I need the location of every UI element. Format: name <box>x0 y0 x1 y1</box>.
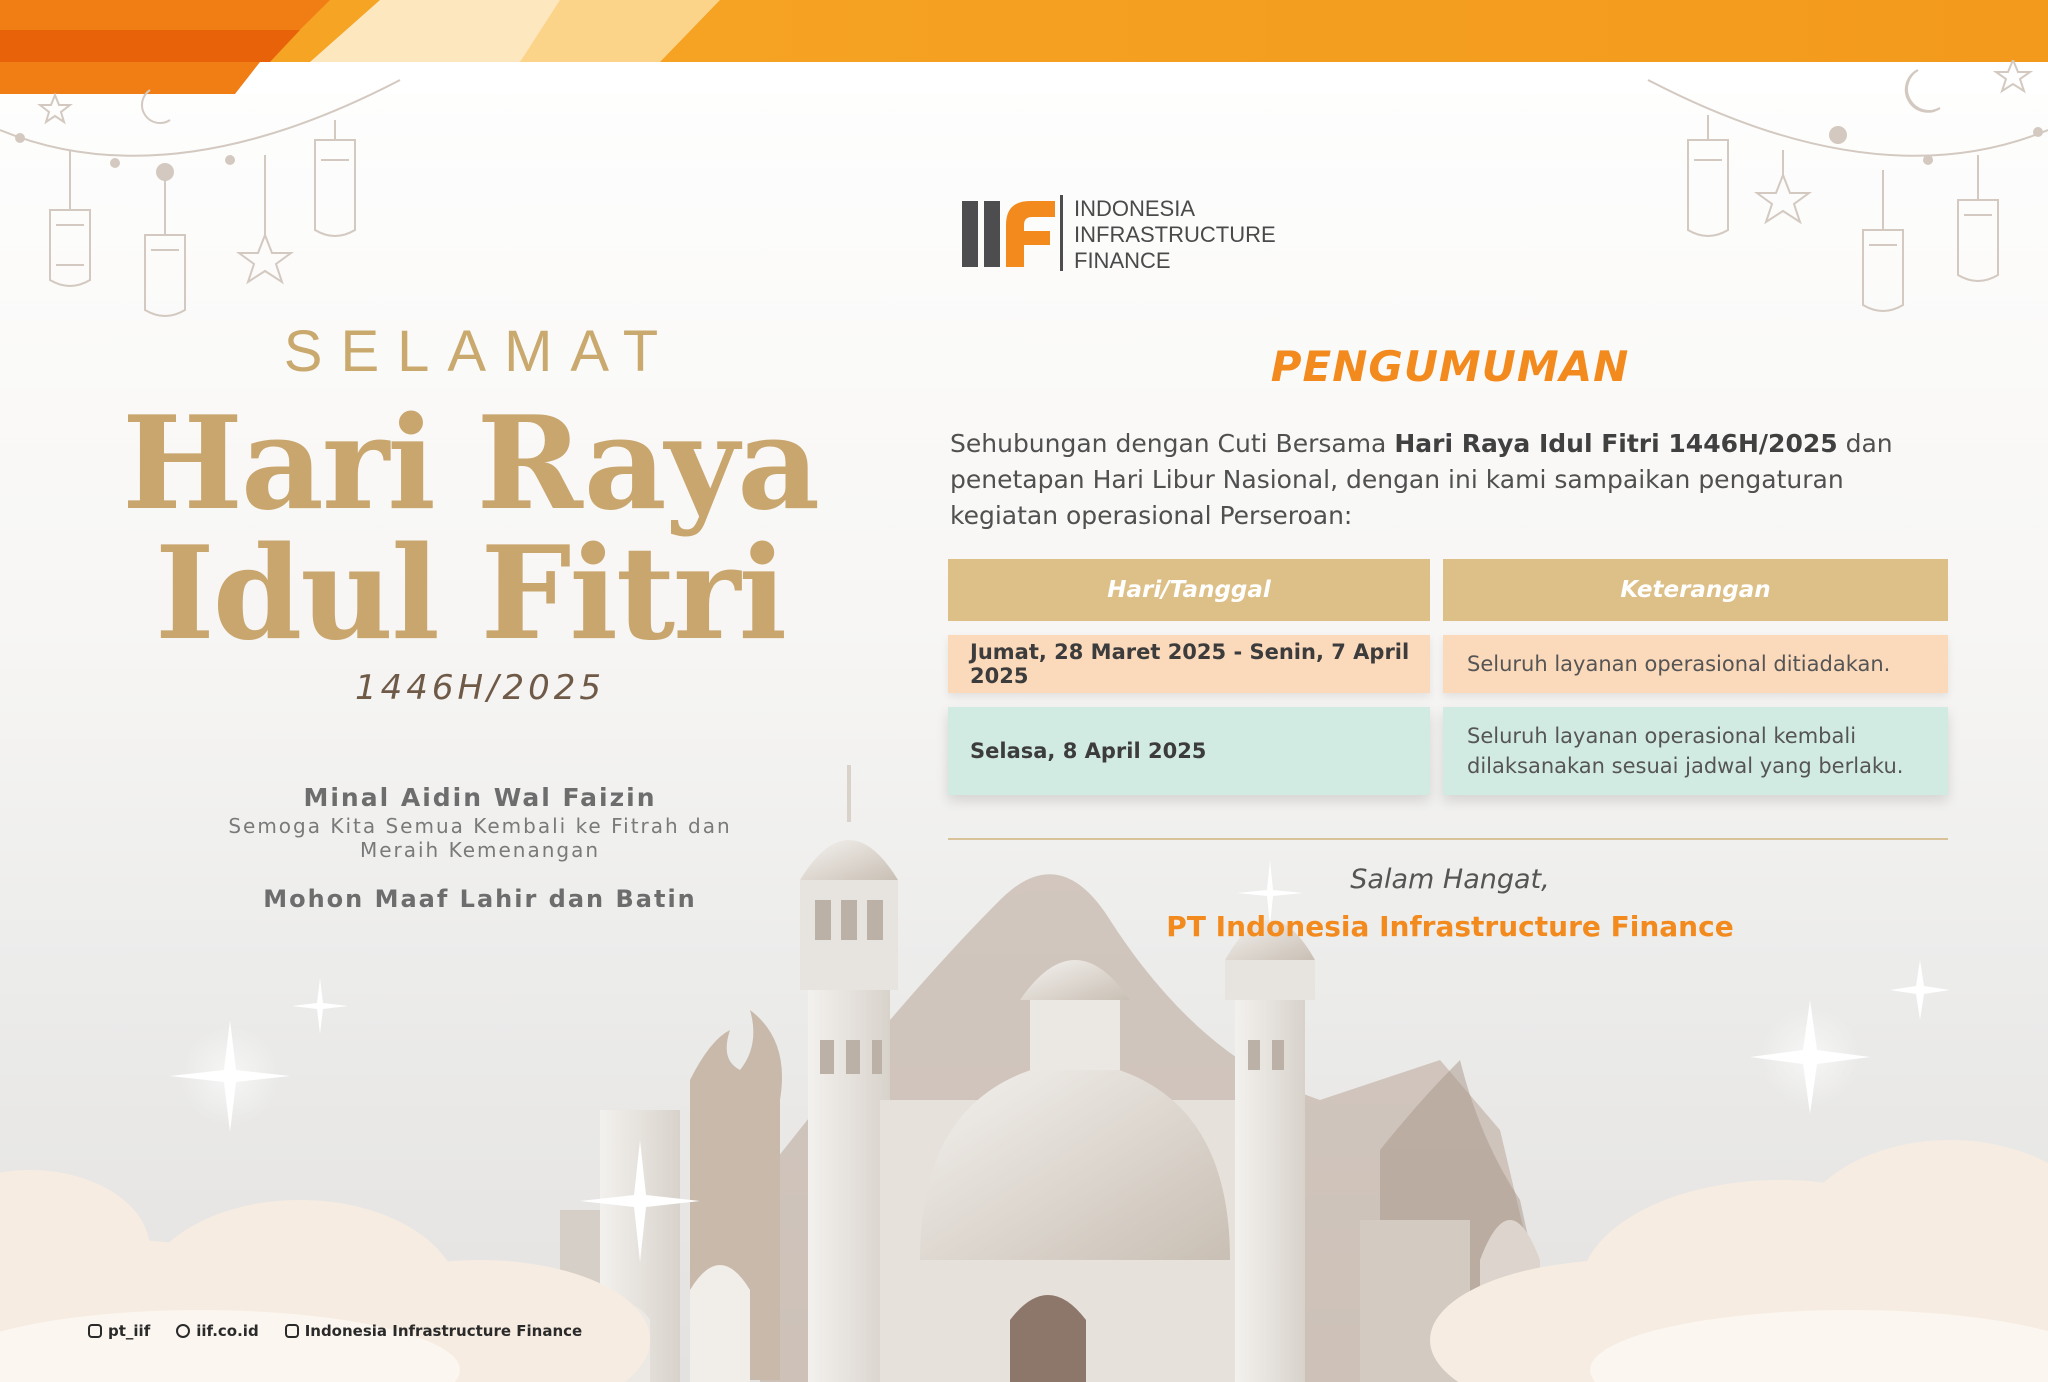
linkedin-icon <box>285 1324 299 1338</box>
greeting-mohon: Mohon Maaf Lahir dan Batin <box>263 885 697 913</box>
instagram-icon <box>88 1324 102 1338</box>
globe-icon <box>176 1324 190 1338</box>
intro-prefix: Sehubungan dengan Cuti Bersama <box>950 429 1395 458</box>
closing-company-name: PT Indonesia Infrastructure Finance <box>1166 910 1734 943</box>
footer-linkedin[interactable]: Indonesia Infrastructure Finance <box>304 1322 583 1340</box>
iif-logo-mark <box>960 195 1070 271</box>
intro-suffix: dan penetapan Hari Libur Nasional, dengan ini kami sampaikan pengaturan kegiatan operasional Perseroan: <box>950 429 1893 530</box>
hanging-lanterns-left <box>0 60 420 360</box>
greeting-semoga-line2: Meraih Kemenangan <box>359 838 601 862</box>
mosque-illustration <box>0 700 2048 1382</box>
greeting-selamat: SELAMAT <box>283 319 677 384</box>
greeting-minal: Minal Aidin Wal Faizin <box>303 783 657 812</box>
table-row2-note: Seluruh layanan operasional kembali dilaksanakan sesuai jadwal yang berlaku. <box>1443 707 1948 795</box>
footer-website[interactable]: iif.co.id <box>196 1322 259 1340</box>
announcement-heading: PENGUMUMAN <box>1270 342 1630 391</box>
closing-salam: Salam Hangat, <box>1350 864 1550 895</box>
greeting-semoga-line1: Semoga Kita Semua Kembali ke Fitrah dan <box>228 814 732 838</box>
footer-instagram[interactable]: pt_iif <box>108 1322 151 1340</box>
table-header-date: Hari/Tanggal <box>948 559 1430 621</box>
hanging-lanterns-right <box>1628 60 2048 360</box>
table-row2-date: Selasa, 8 April 2025 <box>948 707 1430 795</box>
footer-socials <box>88 1322 582 1340</box>
greeting-title-line1: Hari Raya <box>121 389 819 539</box>
greeting-title-line2: Idul Fitri <box>154 519 786 669</box>
table-header-note: Keterangan <box>1443 559 1948 621</box>
logo-line1: INDONESIA <box>1074 196 1196 221</box>
greeting-year: 1446H/2025 <box>354 668 606 708</box>
table-row1-date: Jumat, 28 Maret 2025 - Senin, 7 April 2025 <box>948 635 1430 693</box>
logo-line3: FINANCE <box>1074 248 1171 273</box>
table-row1-note: Seluruh layanan operasional ditiadakan. <box>1443 635 1948 693</box>
logo-wordmark <box>1074 196 1276 274</box>
intro-bold: Hari Raya Idul Fitri 1446H/2025 <box>1394 429 1838 458</box>
announcement-intro <box>950 426 1950 534</box>
logo-line2: INFRASTRUCTURE <box>1074 222 1276 247</box>
